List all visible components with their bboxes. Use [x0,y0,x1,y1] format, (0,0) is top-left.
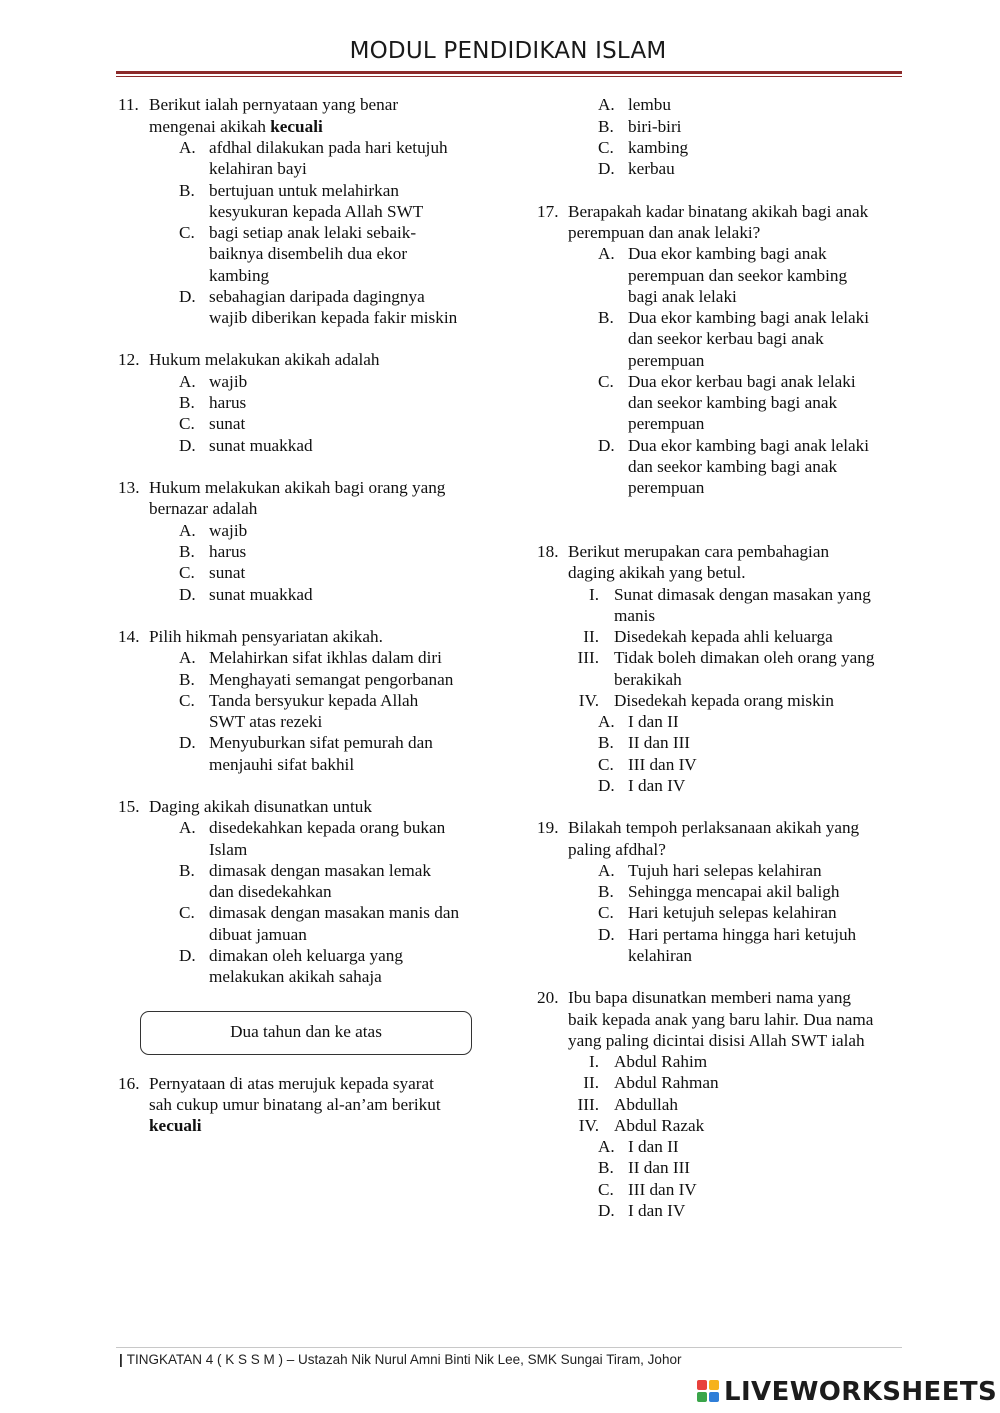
statement-text: Disedekah kepada ahli keluarga [614,627,833,646]
option-text: melakukan akikah sahaja [209,967,382,986]
question-stem: yang paling dicintai disisi Allah SWT ialah [568,1031,865,1050]
logo-square-green [697,1392,707,1402]
logo-square-blue [709,1392,719,1402]
option-text: sebahagian daripada dagingnya [209,287,425,306]
option-letter: B. [598,117,614,136]
option-text: Hari ketujuh selepas kelahiran [628,903,837,922]
option-letter: C. [179,414,195,433]
option-text: Islam [209,840,248,859]
question-stem: Hukum melakukan akikah adalah [149,350,380,369]
option-text: menjauhi sifat bakhil [209,755,355,774]
question-stem: Berikut ialah pernyataan yang benar [149,95,399,114]
statement-text: manis [614,606,656,625]
option-letter: C. [179,691,195,710]
statement-text: Abdul Rahman [614,1073,719,1092]
option-text: bertujuan untuk melahirkan [209,181,399,200]
option-letter: D. [598,776,615,795]
option-text: Hari pertama hingga hari ketujuh [628,925,857,944]
option-letter: D. [179,436,196,455]
roman-numeral: II. [583,1073,599,1092]
option-text: baiknya disembelih dua ekor [209,244,408,263]
question-stem: sah cukup umur binatang al-an’am berikut [149,1095,441,1114]
statement-text: Disedekah kepada orang miskin [614,691,835,710]
roman-numeral: III. [577,1095,599,1114]
option-text: kelahiran [628,946,692,965]
page-title: MODUL PENDIDIKAN ISLAM [349,38,667,64]
option-text: I dan II [628,1137,679,1156]
option-text: kerbau [628,159,675,178]
option-letter: C. [598,755,614,774]
option-text: perempuan [628,414,705,433]
option-text: Sehingga mencapai akil baligh [628,882,840,901]
roman-numeral: IV. [578,1116,599,1135]
option-text: dan seekor kerbau bagi anak [628,329,824,348]
option-letter: B. [598,733,614,752]
option-text: dimakan oleh keluarga yang [209,946,403,965]
statement-text: Abdullah [614,1095,678,1114]
option-text: sunat muakkad [209,436,313,455]
option-text: kambing [628,138,689,157]
roman-numeral: I. [588,1052,599,1071]
question-stem: perempuan dan anak lelaki? [568,223,761,242]
option-letter: C. [598,138,614,157]
option-letter: A. [598,244,615,263]
option-text: kesyukuran kepada Allah SWT [209,202,424,221]
statement-text: Sunat dimasak dengan masakan yang [614,585,871,604]
question-stem: baik kepada anak yang baru lahir. Dua nama [568,1010,874,1029]
question-number: 16. [118,1074,140,1093]
brand-name: LIVEWORKSHEETS [724,1377,998,1407]
keyword-bold: kecuali [149,1116,202,1135]
option-text: Menyuburkan sifat pemurah dan [209,733,433,752]
question-number: 15. [118,797,140,816]
option-text: III dan IV [628,755,697,774]
option-letter: B. [179,670,195,689]
option-text: I dan IV [628,1201,686,1220]
question-stem: bernazar adalah [149,499,258,518]
option-letter: D. [598,1201,615,1220]
option-letter: C. [179,563,195,582]
statement-text: berakikah [614,670,682,689]
option-letter: B. [179,861,195,880]
option-text: II dan III [628,1158,691,1177]
question-stem: paling afdhal? [568,840,666,859]
question-stem: mengenai akikah kecuali [149,117,323,136]
footer [119,1351,681,1369]
option-text: dibuat jamuan [209,925,307,944]
option-text: bagi anak lelaki [628,287,737,306]
question-number: 17. [537,202,559,221]
question-number: 20. [537,988,559,1007]
option-text: I dan IV [628,776,686,795]
option-letter: A. [598,861,615,880]
question-number: 19. [537,818,559,837]
question-number: 12. [118,350,140,369]
option-letter: A. [179,648,196,667]
keyword-bold: kecuali [270,117,323,136]
option-letter: C. [598,372,614,391]
option-letter: D. [598,925,615,944]
option-text: Menghayati semangat pengorbanan [209,670,454,689]
option-text: Melahirkan sifat ikhlas dalam diri [209,648,442,667]
option-letter: C. [598,903,614,922]
option-letter: A. [179,138,196,157]
option-text: Dua ekor kambing bagi anak [628,244,827,263]
option-text: afdhal dilakukan pada hari ketujuh [209,138,448,157]
option-letter: D. [598,436,615,455]
option-text: wajib diberikan kepada fakir miskin [209,308,458,327]
logo-square-red [697,1380,707,1390]
option-text: III dan IV [628,1180,697,1199]
footer-rule [116,1347,902,1348]
option-text: I dan II [628,712,679,731]
option-text: kambing [209,266,270,285]
option-letter: B. [598,1158,614,1177]
option-letter: D. [179,287,196,306]
statement-text: Abdul Razak [614,1116,705,1135]
option-letter: A. [598,712,615,731]
option-letter: D. [179,946,196,965]
option-text: dimasak dengan masakan manis dan [209,903,460,922]
header-rule [116,71,902,74]
question-stem: Berikut merupakan cara pembahagian [568,542,830,561]
statement-text: Abdul Rahim [614,1052,708,1071]
option-letter: D. [179,733,196,752]
logo-square-yellow [709,1380,719,1390]
option-text: harus [209,393,247,412]
option-letter: A. [179,818,196,837]
option-letter: B. [179,393,195,412]
question-number: 18. [537,542,559,561]
question-stem: Daging akikah disunatkan untuk [149,797,372,816]
option-text: SWT atas rezeki [209,712,323,731]
roman-numeral: III. [577,648,599,667]
question-stem: Ibu bapa disunatkan memberi nama yang [568,988,852,1007]
option-text: dimasak dengan masakan lemak [209,861,431,880]
option-text: Tujuh hari selepas kelahiran [628,861,822,880]
option-text: sunat muakkad [209,585,313,604]
option-letter: D. [598,159,615,178]
question-number: 13. [118,478,140,497]
option-text: wajib [209,372,248,391]
option-text: sunat [209,414,246,433]
roman-numeral: II. [583,627,599,646]
question-number: 11. [118,95,139,114]
question-stem: Hukum melakukan akikah bagi orang yang [149,478,446,497]
footer-separator: | [119,1352,123,1367]
option-letter: B. [179,542,195,561]
option-text: biri-biri [628,117,682,136]
question-number: 14. [118,627,140,646]
statement-box [140,1011,472,1055]
header-rule-thin [116,76,902,77]
option-text: perempuan [628,351,705,370]
option-text: dan seekor kambing bagi anak [628,457,838,476]
option-letter: A. [179,372,196,391]
option-letter: B. [179,181,195,200]
option-letter: C. [179,903,195,922]
option-letter: A. [598,95,615,114]
statement-text: Dua tahun dan ke atas [230,1022,382,1041]
option-text: dan disedekahkan [209,882,332,901]
option-letter: D. [179,585,196,604]
option-text: bagi setiap anak lelaki sebaik- [209,223,417,242]
option-text: disedekahkan kepada orang bukan [209,818,446,837]
option-letter: C. [598,1180,614,1199]
option-text: perempuan [628,478,705,497]
option-text: sunat [209,563,246,582]
option-text: dan seekor kambing bagi anak [628,393,838,412]
question-stem: Berapakah kadar binatang akikah bagi anak [568,202,869,221]
option-letter: C. [179,223,195,242]
option-letter: A. [598,1137,615,1156]
option-text: lembu [628,95,671,114]
footer-text: TINGKATAN 4 ( K S S M ) – Ustazah Nik Nurul Amni Binti Nik Lee, SMK Sungai Tiram, Johor [126,1352,682,1367]
question-stem: Pilih hikmah pensyariatan akikah. [149,627,383,646]
option-letter: A. [179,521,196,540]
statement-text: Tidak boleh dimakan oleh orang yang [614,648,875,667]
option-letter: B. [598,882,614,901]
option-letter: B. [598,308,614,327]
option-text: perempuan dan seekor kambing [628,266,848,285]
option-text: kelahiran bayi [209,159,307,178]
question-stem: daging akikah yang betul. [568,563,746,582]
logo-grid-icon [697,1380,721,1404]
option-text: Dua ekor kambing bagi anak lelaki [628,308,870,327]
option-text: II dan III [628,733,691,752]
question-stem: Bilakah tempoh perlaksanaan akikah yang [568,818,860,837]
option-text: Tanda bersyukur kepada Allah [209,691,419,710]
question-stem: Pernyataan di atas merujuk kepada syarat [149,1074,434,1093]
option-text: harus [209,542,247,561]
option-text: Dua ekor kambing bagi anak lelaki [628,436,870,455]
option-text: Dua ekor kerbau bagi anak lelaki [628,372,856,391]
roman-numeral: I. [588,585,599,604]
option-text: wajib [209,521,248,540]
roman-numeral: IV. [578,691,599,710]
